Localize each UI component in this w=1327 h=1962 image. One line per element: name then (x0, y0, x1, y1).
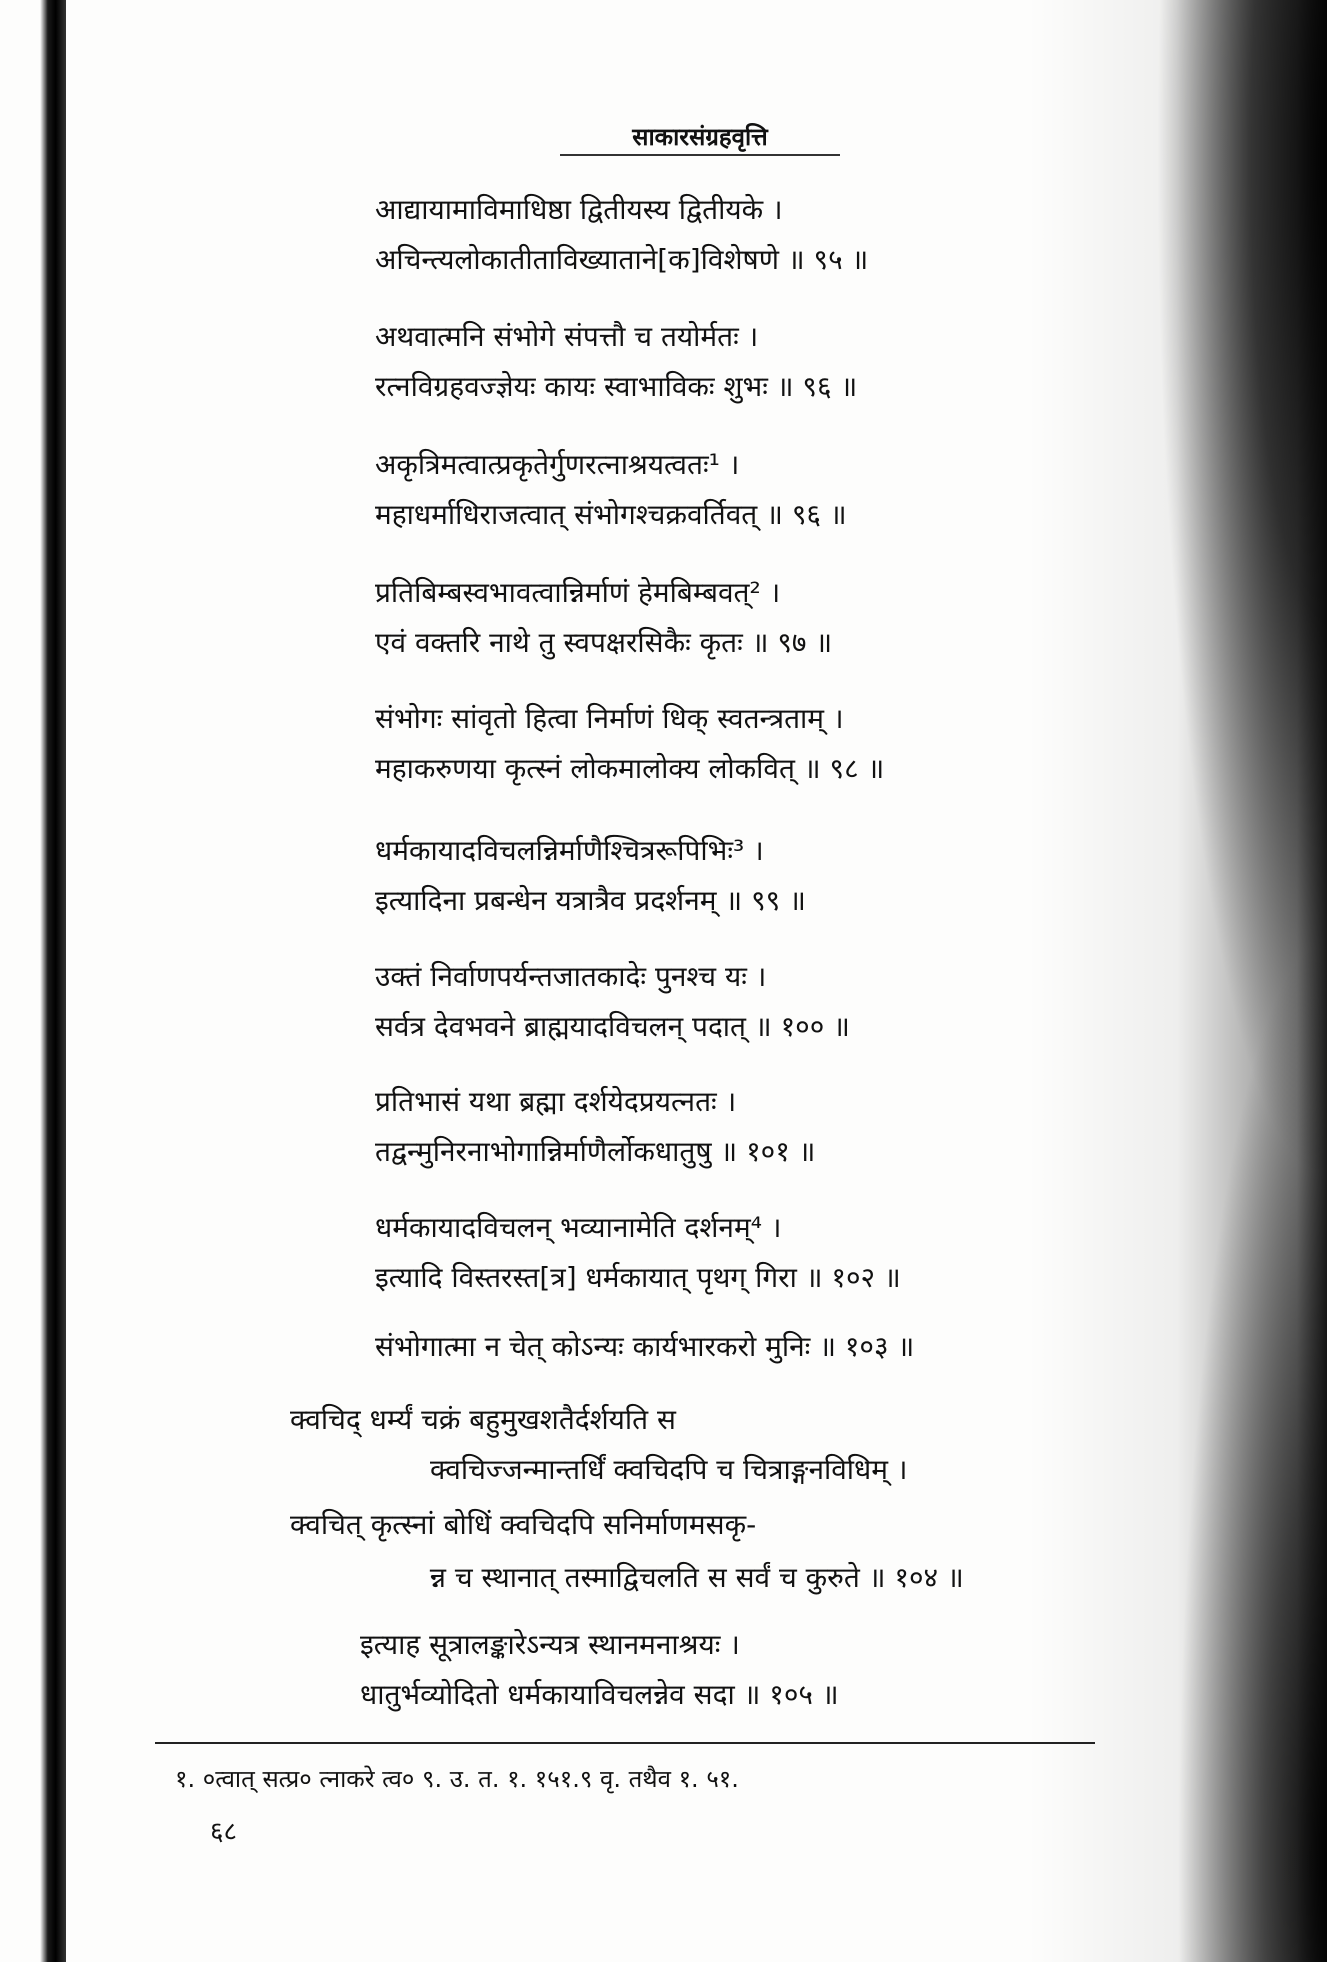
prose-line: क्वचिज्जन्मान्तर्धिं क्वचिदपि च चित्राङ्गनविधिम् । (430, 1453, 908, 1486)
verse-line: रत्नविग्रहवज्ज्ञेयः कायः स्वाभाविकः शुभः ॥ ९६ ॥ (375, 370, 858, 403)
verse-line: महाधर्माधिराजत्वात् संभोगश्चक्रवर्तिवत् ॥ ९६ ॥ (375, 498, 847, 531)
verse-line: आद्यायामाविमाधिष्ठा द्वितीयस्य द्वितीयके । (375, 193, 783, 226)
verse-line: धर्मकायादविचलन्निर्माणैश्चित्ररूपिभिः³ । (375, 834, 764, 867)
running-header: साकारसंग्रहवृत्ति (560, 120, 840, 156)
verse-line: इत्याह सूत्रालङ्कारेऽन्यत्र स्थानमनाश्रयः । (360, 1628, 740, 1661)
prose-line: क्वचित् कृत्स्नां बोधिं क्वचिदपि सनिर्माणमसकृ- (290, 1508, 757, 1541)
prose-line: न्न च स्थानात् तस्माद्विचलति स सर्वं च कुरुते ॥ १०४ ॥ (430, 1561, 964, 1594)
binding-edge (40, 0, 66, 1962)
page-number: ६८ (210, 1817, 238, 1847)
verse-line: प्रतिभासं यथा ब्रह्मा दर्शयेदप्रयत्नतः । (375, 1085, 737, 1118)
verse-line: अकृत्रिमत्वात्प्रकृतेर्गुणरत्नाश्रयत्वतः¹ । (375, 448, 740, 481)
verse-103 (375, 1322, 914, 1372)
verse-98 (375, 694, 884, 794)
verse-95 (375, 185, 868, 285)
verse-line: इत्यादिना प्रबन्धेन यत्रात्रैव प्रदर्शनम् ॥ ९९ ॥ (375, 884, 806, 917)
verse-99 (375, 826, 806, 926)
verse-line: संभोगात्मा न चेत् कोऽन्यः कार्यभारकरो मुनिः ॥ १०३ ॥ (375, 1330, 915, 1363)
verse-96a (375, 312, 857, 412)
verse-line: प्रतिबिम्बस्वभावत्वान्निर्माणं हेमबिम्बवत्² । (375, 576, 781, 609)
verse-97 (375, 568, 832, 668)
verse-line: एवं वक्तरि नाथे तु स्वपक्षरसिकैः कृतः ॥ ९७ ॥ (375, 626, 833, 659)
verse-line: तद्वन्मुनिरनाभोगान्निर्माणैर्लोकधातुषु ॥ १०१ ॥ (375, 1135, 816, 1168)
verse-96b (375, 440, 847, 540)
verse-105 (360, 1620, 839, 1720)
verse-line: धातुर्भव्योदितो धर्मकायाविचलन्नेव सदा ॥ १०५ ॥ (360, 1678, 839, 1711)
verse-102 (375, 1203, 901, 1303)
verse-line: महाकरुणया कृत्स्नं लोकमालोक्य लोकवित् ॥ ९८ ॥ (375, 752, 885, 785)
verse-line: संभोगः सांवृतो हित्वा निर्माणं धिक् स्वतन्त्रताम् । (375, 702, 844, 735)
footnote-divider (155, 1742, 1095, 1744)
footnote: १. ०त्वात् सत्प्र० त्नाकरे त्व० ९. उ. त. १. १५१.९ वृ. तथैव १. ५१. (175, 1765, 739, 1793)
verse-101 (375, 1077, 815, 1177)
verse-100 (375, 952, 850, 1052)
verse-line: धर्मकायादविचलन् भव्यानामेति दर्शनम्⁴ । (375, 1211, 782, 1244)
verse-line: अचिन्त्यलोकातीताविख्याताने[क]विशेषणे ॥ ९५ ॥ (375, 243, 869, 276)
verse-line: अथवात्मनि संभोगे संपत्तौ च तयोर्मतः । (375, 320, 759, 353)
verse-line: सर्वत्र देवभवने ब्राह्मयादविचलन् पदात् ॥ १०० ॥ (375, 1010, 850, 1043)
scan-shadow (1027, 0, 1327, 1962)
verse-line: उक्तं निर्वाणपर्यन्तजातकादेः पुनश्च यः । (375, 960, 767, 993)
prose-line: क्वचिद् धर्म्यं चक्रं बहुमुखशतैर्दर्शयति स (290, 1403, 676, 1436)
verse-line: इत्यादि विस्तरस्त[त्र] धर्मकायात् पृथग् गिरा ॥ १०२ ॥ (375, 1261, 901, 1294)
